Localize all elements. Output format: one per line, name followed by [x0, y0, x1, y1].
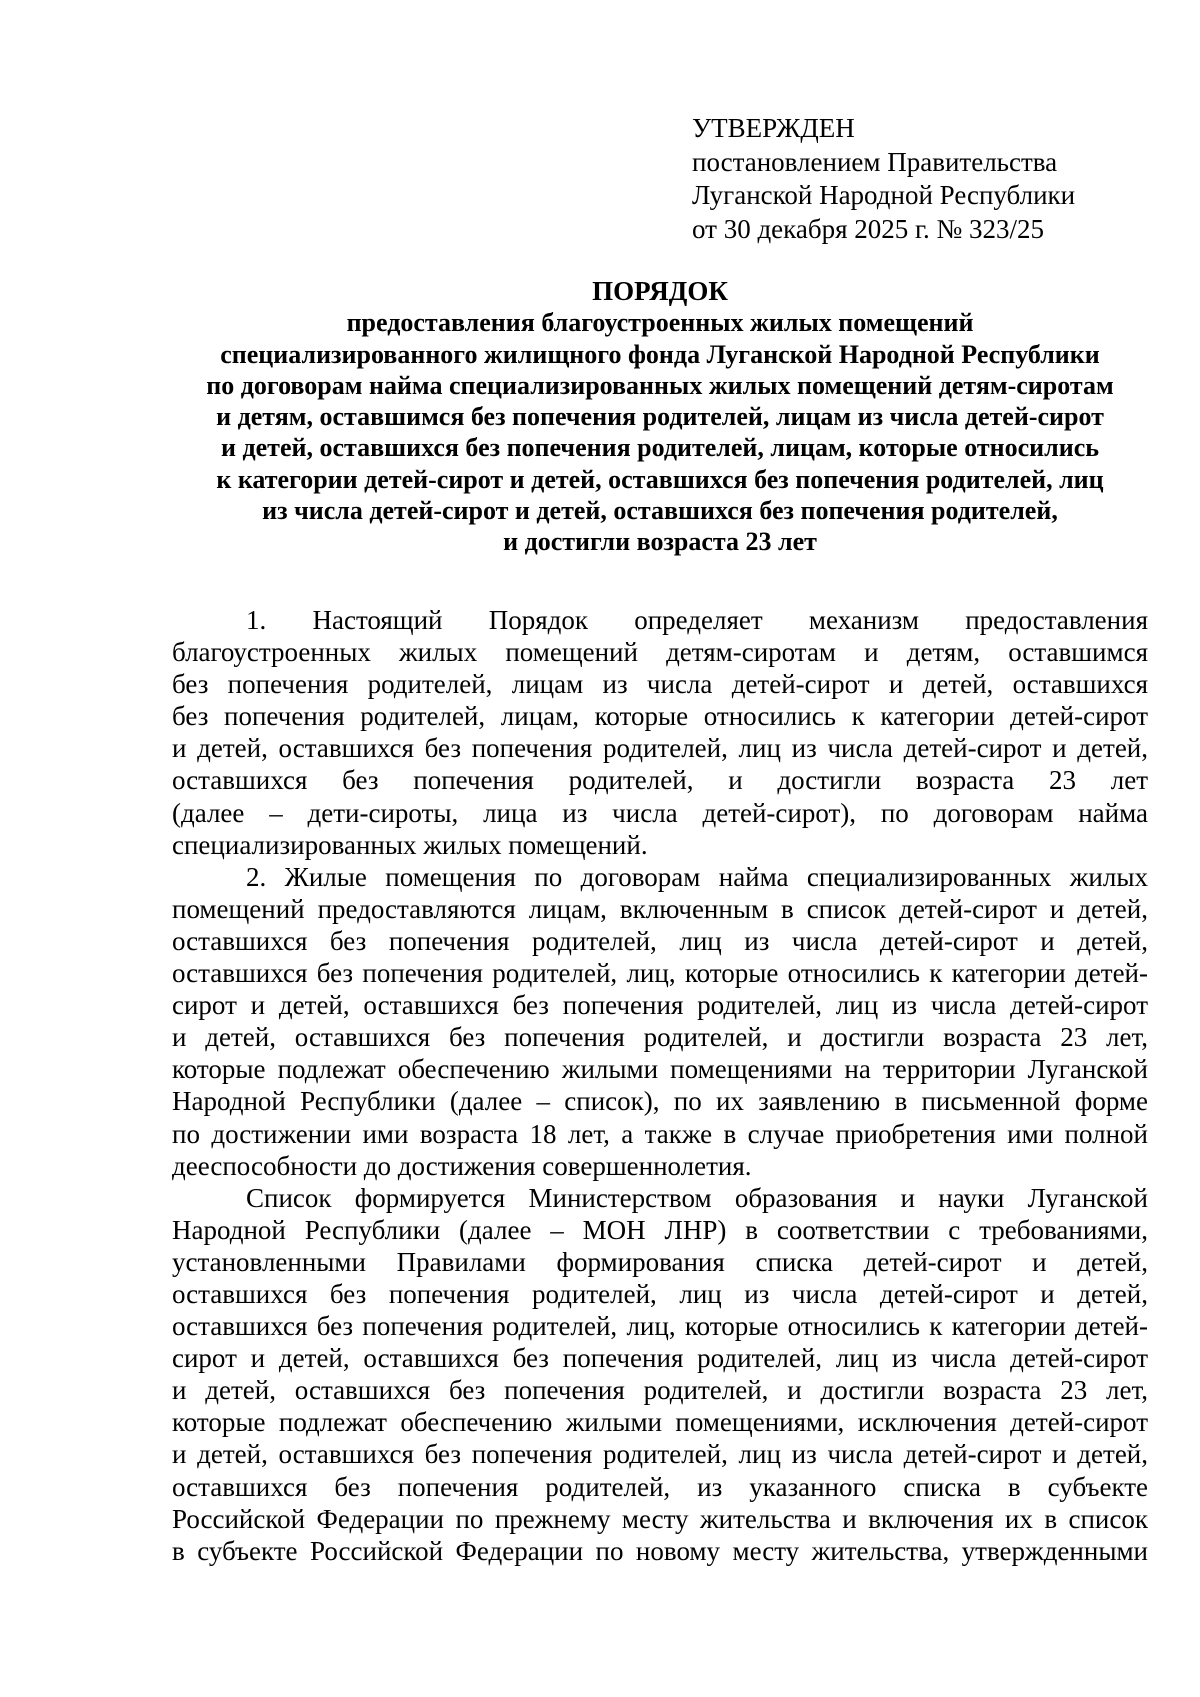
text-line: дееспособности до достижения совершеннолетия.	[172, 1150, 752, 1181]
approval-line: Луганской Народной Республики	[692, 180, 1076, 210]
text-line: которые подлежат обеспечению жилыми помещениями на территории Луганской	[172, 1054, 1148, 1085]
approval-line: постановлением Правительства	[692, 146, 1058, 177]
text-line: (далее – дети-сироты, лица из числа детей-сирот), по договорам найма	[172, 797, 1148, 828]
title-line: по договорам найма специализированных жилых помещений детям-сиротам	[206, 370, 1114, 400]
paragraph-3	[172, 1182, 1148, 1567]
text-line: и детей, оставшихся без попечения родителей, лиц из числа детей-сирот и детей,	[172, 1439, 1148, 1470]
text-line: оставшихся без попечения родителей, и достигли возраста 23 лет	[172, 765, 1148, 796]
text-line: и детей, оставшихся без попечения родителей, и достигли возраста 23 лет,	[172, 1375, 1148, 1406]
text-line: оставшихся без попечения родителей, лиц, которые относились к категории детей-	[172, 958, 1148, 989]
text-line: сирот и детей, оставшихся без попечения родителей, лиц из числа детей-сирот	[172, 990, 1148, 1021]
document-title	[172, 276, 1148, 558]
text-line: 1. Настоящий Порядок определяет механизм предоставления	[246, 605, 1148, 635]
text-line: сирот и детей, оставшихся без попечения родителей, лиц из числа детей-сирот	[172, 1343, 1148, 1374]
title-line: из числа детей-сирот и детей, оставшихся без попечения родителей,	[262, 496, 1058, 526]
title-heading: ПОРЯДОК	[592, 276, 728, 306]
text-line: 2. Жилые помещения по договорам найма специализированных жилых	[246, 861, 1148, 892]
text-line: Народной Республики (далее – МОН ЛНР) в соответствии с требованиями,	[172, 1214, 1148, 1245]
approval-line: УТВЕРЖДЕН	[692, 113, 855, 143]
text-line: благоустроенных жилых помещений детям-сиротам и детям, оставшимся	[172, 637, 1148, 668]
paragraph-2	[172, 861, 1148, 1182]
title-line: специализированного жилищного фонда Луганской Народной Республики	[220, 339, 1100, 369]
text-line: установленными Правилами формирования списка детей-сирот и детей,	[172, 1246, 1148, 1277]
document-body	[172, 604, 1148, 1567]
text-line: оставшихся без попечения родителей, из указанного списка в субъекте	[172, 1471, 1148, 1502]
title-line: к категории детей-сирот и детей, оставшихся без попечения родителей, лиц	[216, 464, 1104, 494]
text-line: которые подлежат обеспечению жилыми помещениями, исключения детей-сирот	[172, 1407, 1148, 1438]
approval-line: от 30 декабря 2025 г. № 323/25	[692, 213, 1045, 244]
title-line: и достигли возраста 23 лет	[503, 527, 817, 557]
title-line: предоставления благоустроенных жилых помещений	[346, 308, 974, 338]
text-line: специализированных жилых помещений.	[172, 829, 648, 860]
text-line: без попечения родителей, лицам из числа детей-сирот и детей, оставшихся	[172, 669, 1148, 700]
text-line: и детей, оставшихся без попечения родителей, лиц из числа детей-сирот и детей,	[172, 733, 1148, 764]
text-line: оставшихся без попечения родителей, лиц, которые относились к категории детей-	[172, 1311, 1148, 1342]
text-line: по достижении ими возраста 18 лет, а также в случае приобретения ими полной	[172, 1118, 1148, 1149]
text-line: Список формируется Министерством образования и науки Луганской	[246, 1182, 1148, 1213]
text-line: оставшихся без попечения родителей, лиц из числа детей-сирот и детей,	[172, 925, 1148, 956]
title-line: и детям, оставшимся без попечения родителей, лицам из числа детей-сирот	[216, 402, 1104, 432]
title-line: и детей, оставшихся без попечения родителей, лицам, которые относились	[221, 433, 1099, 463]
text-line: помещений предоставляются лицам, включенным в список детей-сирот и детей,	[172, 893, 1148, 924]
text-line: и детей, оставшихся без попечения родителей, и достигли возраста 23 лет,	[172, 1022, 1148, 1053]
text-line: Российской Федерации по прежнему месту жительства и включения их в список	[172, 1503, 1148, 1534]
text-line: без попечения родителей, лицам, которые относились к категории детей-сирот	[172, 701, 1148, 732]
approval-stamp	[692, 112, 1075, 246]
text-line: Народной Республики (далее – список), по их заявлению в письменной форме	[172, 1086, 1148, 1117]
paragraph-1	[172, 604, 1148, 861]
text-line: в субъекте Российской Федерации по новому месту жительства, утвержденными	[172, 1535, 1148, 1566]
text-line: оставшихся без попечения родителей, лиц из числа детей-сирот и детей,	[172, 1278, 1148, 1309]
